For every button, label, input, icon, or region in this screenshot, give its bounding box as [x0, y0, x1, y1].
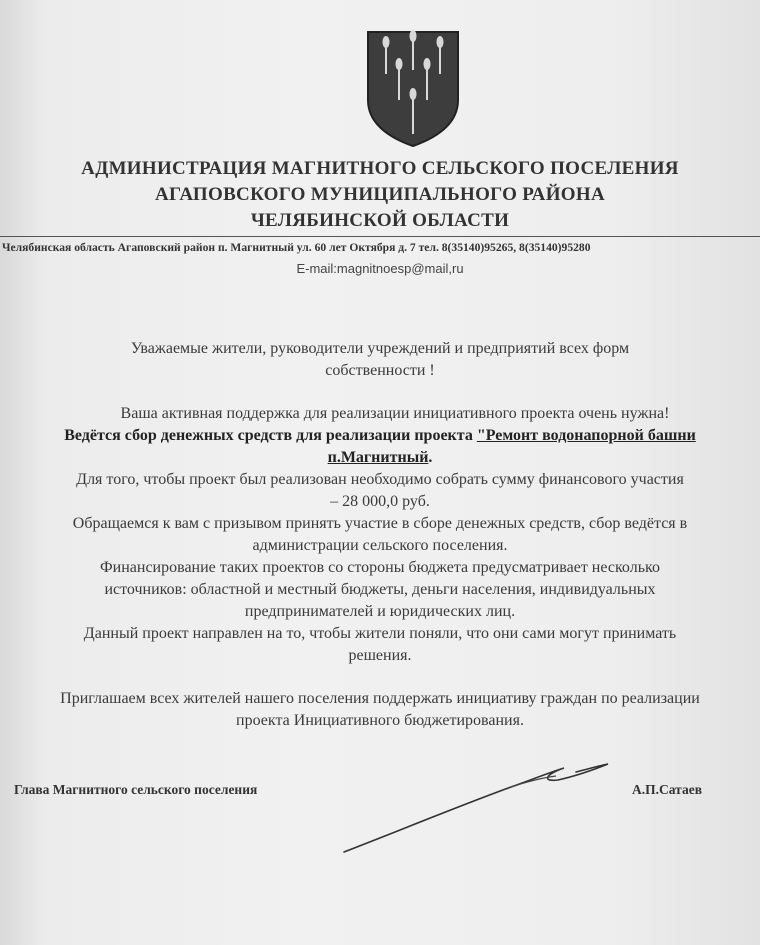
header-line-1: АДМИНИСТРАЦИЯ МАГНИТНОГО СЕЛЬСКОГО ПОСЕЛЕНИЯ	[81, 158, 679, 179]
p3-line-1: Обращаемся к вам с призывом принять участие в сборе денежных средств, сбор ведётся в	[72, 515, 688, 532]
p6-line-1: Приглашаем всех жителей нашего поселения поддержать инициативу граждан по реализации	[60, 690, 700, 707]
coat-of-arms-icon	[366, 30, 460, 148]
p5-line-1: Данный проект направлен на то, чтобы жители поняли, что они сами могут принимать	[83, 625, 677, 642]
p4-line-1: Финансирование таких проектов со стороны бюджета предусматривает несколько	[100, 559, 660, 576]
p3-line-2: администрации сельского поселения.	[252, 537, 508, 554]
p1-line-2-bold: Ведётся сбор денежных средств для реализации проекта	[64, 427, 477, 444]
p1-line-3	[0, 447, 760, 468]
greeting-line-1: Уважаемые жители, руководители учреждений и предприятий всех форм	[130, 340, 630, 357]
p1-line-1: Ваша активная поддержка для реализации инициативного проекта очень нужна!	[120, 405, 670, 422]
email-line: E-mail:magnitnoesp@mail,ru	[296, 261, 464, 276]
header-line-3: ЧЕЛЯБИНСКОЙ ОБЛАСТИ	[250, 210, 510, 231]
p1-line-2	[0, 425, 760, 446]
address-line: Челябинская область Агаповский район п. Магнитный ул. 60 лет Октября д. 7 тел. 8(35140)95265, 8(35140)95280	[2, 241, 591, 254]
p5-line-2: решения.	[348, 647, 412, 664]
signatory-position: Глава Магнитного сельского поселения	[14, 782, 258, 797]
handwritten-signature-icon	[336, 752, 626, 862]
p2-line-1: Для того, чтобы проект был реализован необходимо собрать сумму финансового участия	[76, 471, 684, 488]
p1-line-3-end: .	[428, 449, 433, 466]
p6-line-2: проекта Инициативного бюджетирования.	[236, 712, 524, 729]
greeting-line-2: собственности !	[325, 362, 435, 379]
p4-line-2: источников: областной и местный бюджеты, деньги населения, индивидуальных	[104, 581, 656, 598]
header-divider	[0, 236, 760, 237]
project-name-part-2: п.Магнитный	[327, 449, 429, 466]
signatory-name: А.П.Сатаев	[632, 782, 702, 797]
header-line-2: АГАПОВСКОГО МУНИЦИПАЛЬНОГО РАЙОНА	[155, 184, 605, 205]
p2-line-2: – 28 000,0 руб.	[330, 493, 430, 510]
project-name-part-1: "Ремонт водонапорной башни	[476, 427, 696, 444]
p4-line-3: предпринимателей и юридических лиц.	[244, 603, 516, 620]
